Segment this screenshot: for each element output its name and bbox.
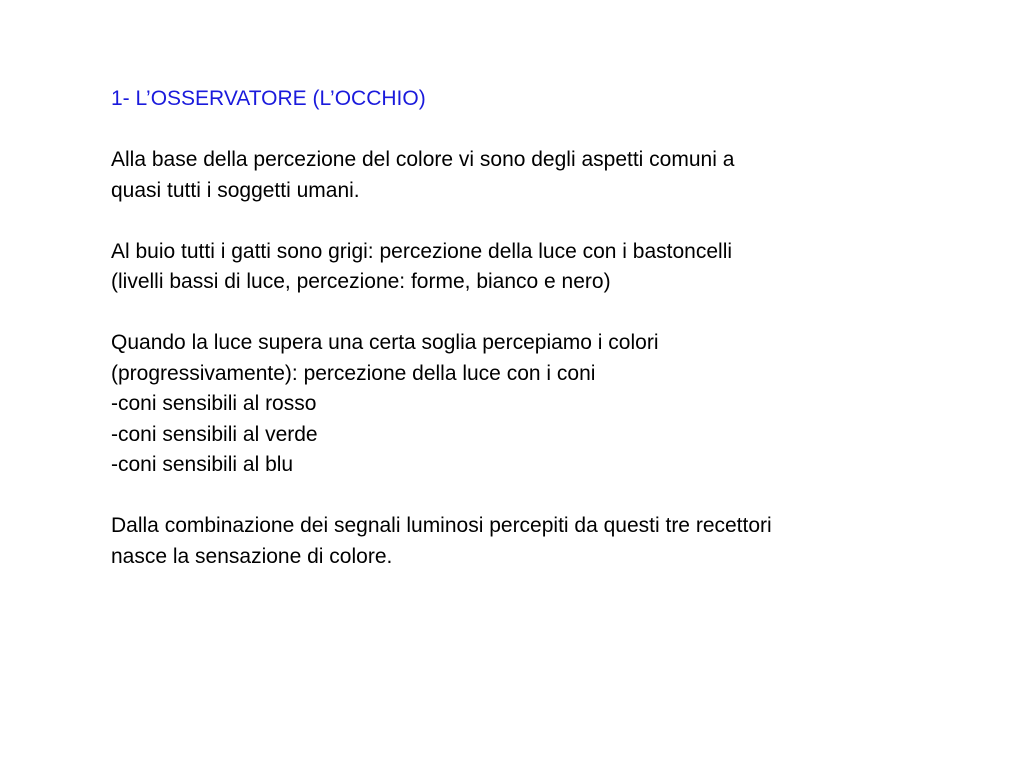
blank-line — [111, 298, 971, 329]
paragraph-line: quasi tutti i soggetti umani. — [111, 178, 360, 202]
paragraph-line: (progressivamente): percezione della luce con i coni — [111, 361, 596, 385]
paragraph-line: Al buio tutti i gatti sono grigi: percezione della luce con i bastoncelli — [111, 239, 733, 263]
blank-line — [111, 206, 971, 237]
paragraph-line: Alla base della percezione del colore vi sono degli aspetti comuni a — [111, 148, 735, 171]
list-item-coni-verde: -coni sensibili al verde — [111, 422, 318, 446]
blank-line — [111, 115, 971, 146]
paragraph-base-percezione — [111, 145, 971, 206]
paragraph-line: (livelli bassi di luce, percezione: forme, bianco e nero) — [111, 270, 611, 293]
list-item-coni-blu: -coni sensibili al blu — [111, 453, 294, 476]
paragraph-line: nasce la sensazione di colore. — [111, 544, 393, 568]
slide-content — [111, 84, 971, 572]
paragraph-coni — [111, 328, 971, 481]
paragraph-line: Quando la luce supera una certa soglia percepiamo i colori — [111, 331, 659, 354]
paragraph-line: Dalla combinazione dei segnali luminosi percepiti da questi tre recettori — [111, 514, 772, 537]
paragraph-combinazione — [111, 511, 971, 572]
slide-heading: 1- L’OSSERVATORE (L’OCCHIO) — [111, 87, 426, 110]
paragraph-bastoncelli — [111, 237, 971, 298]
list-item-coni-rosso: -coni sensibili al rosso — [111, 392, 317, 415]
blank-line — [111, 481, 971, 512]
